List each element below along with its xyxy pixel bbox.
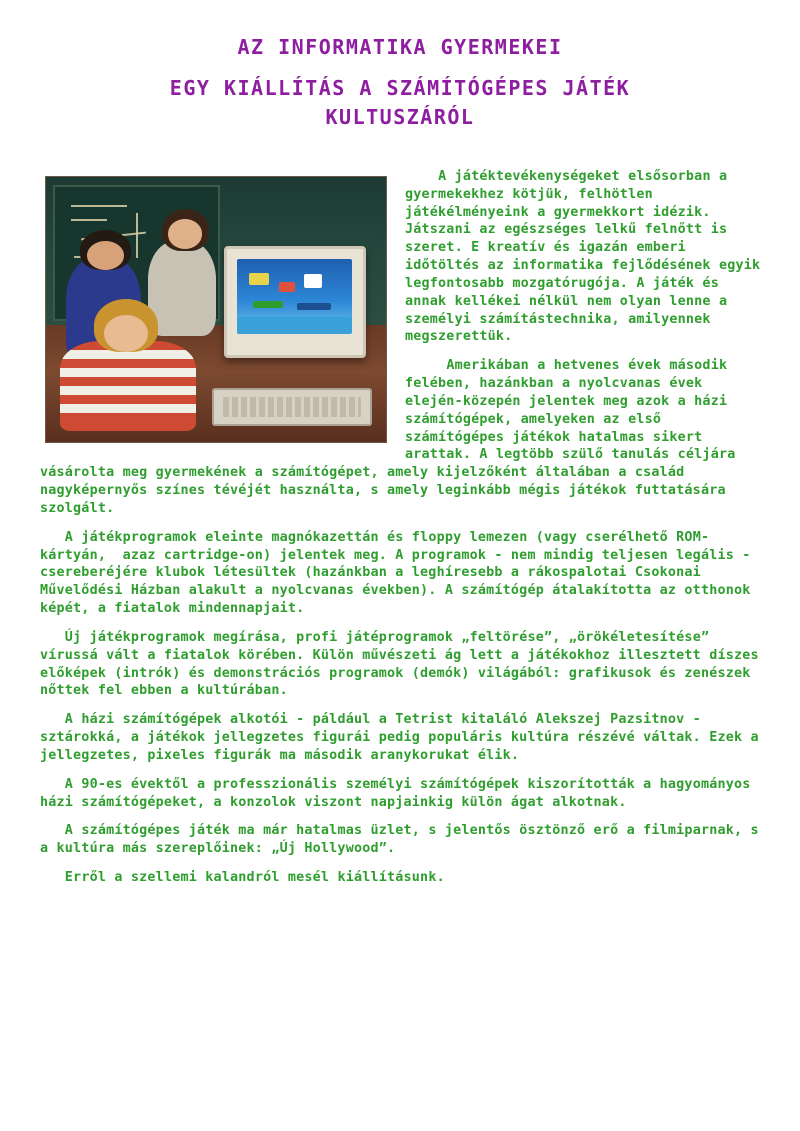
photo-monitor bbox=[224, 246, 366, 358]
article-body bbox=[40, 168, 769, 898]
paragraph: A játéktevékenységeket elsősorban a gyermekekhez kötjük, felhötlen játékélményeink a gyermekkort idézik. Játszani az egészséges lelkű felnőtt is szeret. E kreatív és igazán emberi időtöltés az informatika fejlődésének egyik legfontosabb mozgatórugója. A játék és annak kellékei nélkül nem olyan lenne a személyi számítástechnika, amilyennek megszerettük. bbox=[405, 169, 769, 345]
chalk-mark bbox=[71, 219, 107, 221]
game-sprite bbox=[253, 301, 283, 308]
game-sprite bbox=[304, 274, 322, 287]
paragraph: A házi számítógépek alkotói - páldául a Tetrist kitaláló Alekszej Pazsitnov - sztárokká, a játékok jellegzetes figurái pedig populáris kultúra részévé váltak. Ezek a jellegzetes, pixeles figurák ma második aranykorukat élik. bbox=[40, 712, 768, 763]
photo-child-front-body bbox=[60, 341, 196, 431]
title-block bbox=[0, 0, 800, 132]
game-sprite bbox=[237, 317, 351, 333]
page-title: AZ INFORMATIKA GYERMEKEI bbox=[237, 35, 563, 59]
photo-screen bbox=[237, 259, 351, 333]
paragraph: A 90-es évektől a professzionális személyi számítógépek kiszorították a hagyományos házi számítógépeket, a konzolok viszont napjainkig külön ágat alkotnak. bbox=[40, 776, 759, 810]
photo-keyboard bbox=[212, 388, 372, 426]
paragraph: Amerikában a hetvenes évek második felében, hazánkban a nyolcvanas évek elején-közepén jelentek meg azok a házi számítógépek, amelyeken az első számítógépes játékok hatalmas sikert arattak. A legtöbb szülő tanulás céljára vásárolta meg gyermekének a számítógépet, amely kijelzőként általában a család nagyképernyős színes tévéjét használta, s amely leginkább mégis játékok futtatására szolgált. bbox=[40, 358, 744, 516]
paragraph: A játékprogramok eleinte magnókazettán és floppy lemezen (vagy cserélhető ROM-kártyán, azaz cartridge-on) jelentek meg. A programok - nem mindig teljesen legális - csereberéjére klubok létesültek (hazánkban a leghíresebb a rákospalotai Csokonai Művelődési Házban alakult a nyolcvanas években). A számítógép átalakította az otthonok képét, a fiatalok mindennapjait. bbox=[40, 529, 759, 617]
paragraph: Új játékprogramok megírása, profi játéprogramok „feltörése”, „örökéletesítése” vírussá vált a fiatalok körében. Külön művészeti ág lett a játékokhoz illesztett díszes előképek (intrók) és demonstrációs programok (demók) világából: grafikusok és zenészek nőttek fel ebben a kultúrában. bbox=[40, 629, 768, 699]
photo-child-center-head bbox=[168, 219, 202, 248]
photo-child-left-head bbox=[87, 241, 124, 270]
photo-keyboard-keys bbox=[223, 397, 361, 416]
photo-child-front-head bbox=[104, 315, 148, 352]
page-subtitle: EGY KIÁLLÍTÁS A SZÁMÍTÓGÉPES JÁTÉK KULTUSZÁRÓL bbox=[169, 76, 631, 129]
game-sprite bbox=[279, 282, 295, 292]
paragraph: A számítógépes játék ma már hatalmas üzlet, s jelentős ösztönző erő a filmiparnak, s a kultúra más szereplőinek: „Új Hollywood”. bbox=[40, 823, 768, 857]
game-sprite bbox=[249, 273, 270, 285]
chalk-mark bbox=[136, 213, 138, 258]
children-at-computer-photo bbox=[45, 176, 387, 443]
photo-child-center-body bbox=[148, 241, 216, 336]
game-sprite bbox=[297, 303, 331, 310]
chalk-mark bbox=[71, 205, 126, 207]
paragraph: Erről a szellemi kalandról mesél kiállításunk. bbox=[40, 869, 445, 885]
